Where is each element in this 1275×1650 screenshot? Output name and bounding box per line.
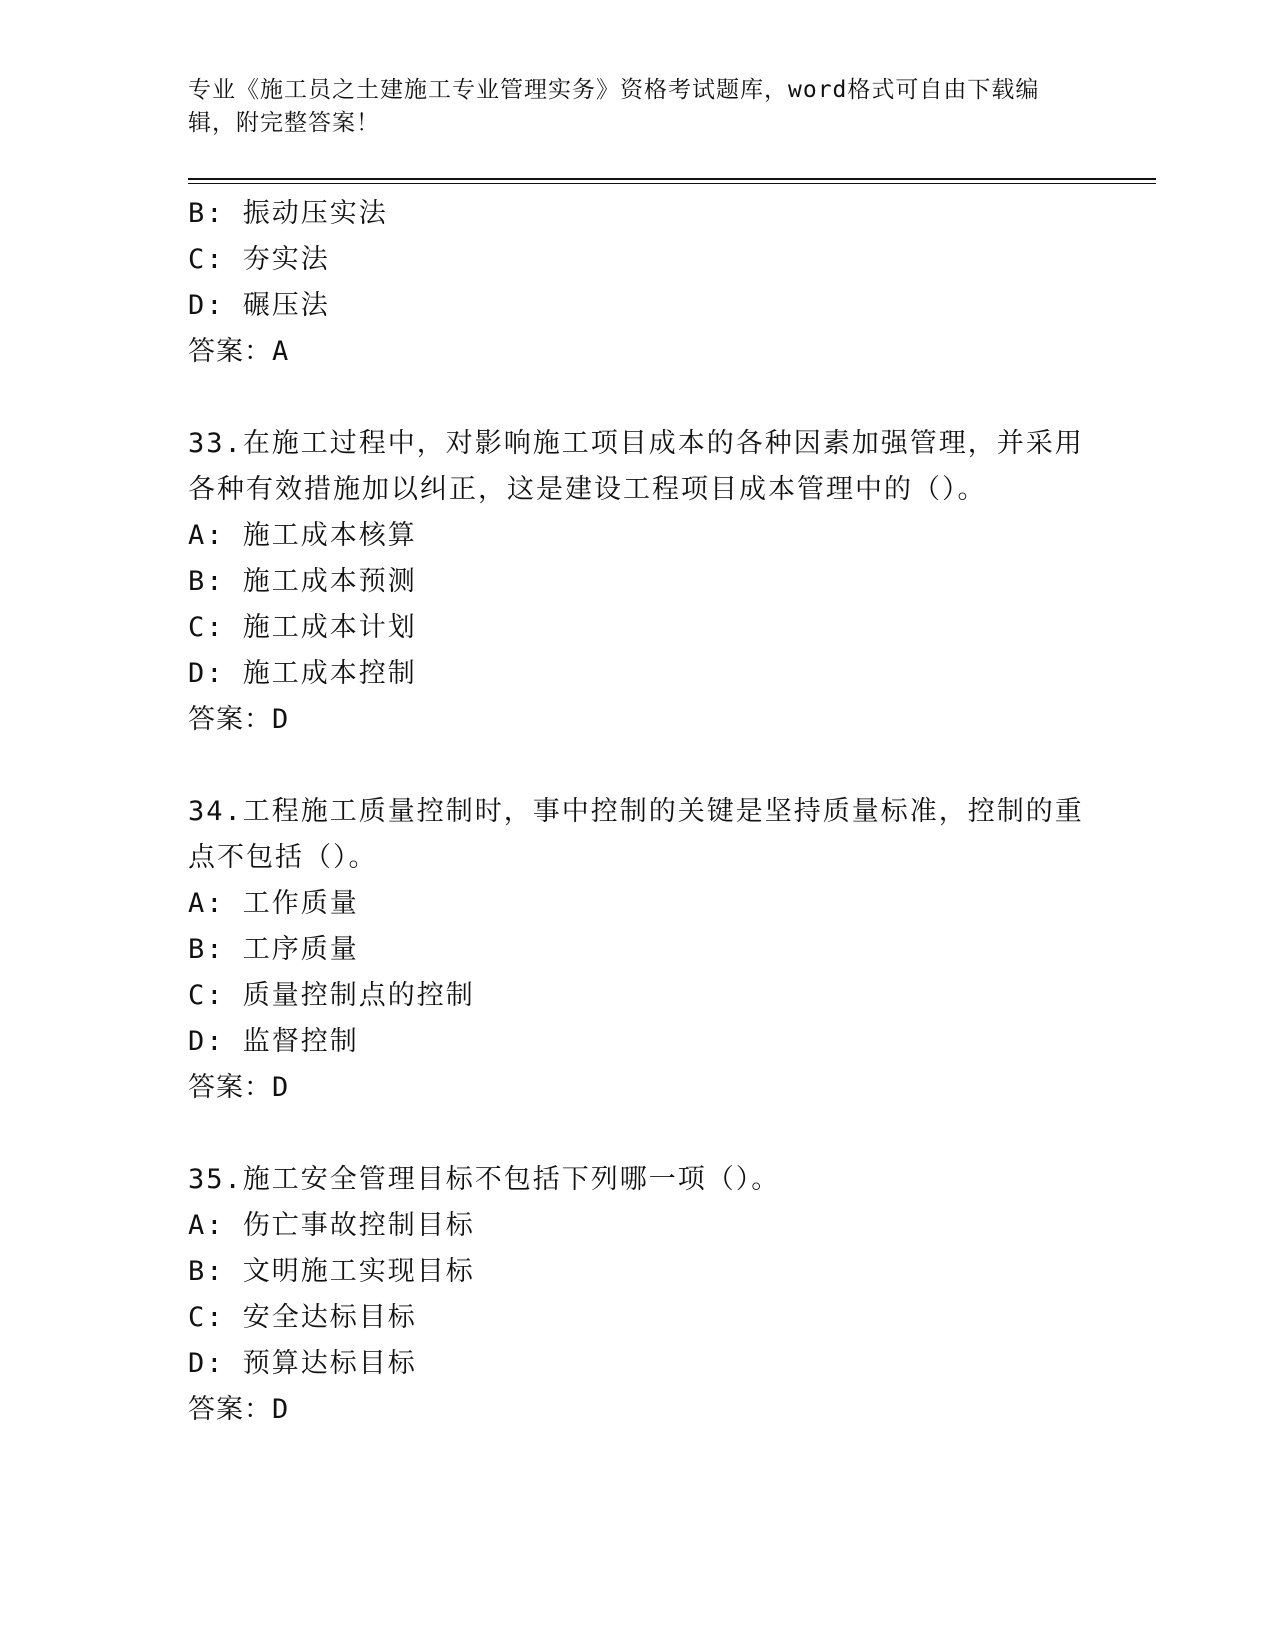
question-34 bbox=[188, 789, 1088, 1111]
option-c: C: 施工成本计划 bbox=[188, 612, 417, 643]
option-a: A: 伤亡事故控制目标 bbox=[188, 1210, 475, 1241]
answer-label: 答案： bbox=[188, 1394, 272, 1425]
question-stem-line-1 bbox=[188, 421, 1088, 467]
option-text: 振动压实法 bbox=[242, 198, 388, 229]
option-b: B: 工序质量 bbox=[188, 934, 359, 965]
option-text: 施工成本控制 bbox=[242, 658, 417, 689]
option-c: C: 安全达标目标 bbox=[188, 1302, 417, 1333]
option-text: 伤亡事故控制目标 bbox=[242, 1210, 475, 1241]
question-continued bbox=[188, 191, 1088, 375]
answer-line bbox=[188, 329, 1088, 375]
option-label: B bbox=[188, 934, 207, 965]
answer-line bbox=[188, 1065, 1088, 1111]
question-number: 35. bbox=[188, 1164, 243, 1195]
header-divider-thick bbox=[188, 178, 1156, 180]
option-label: C bbox=[188, 612, 207, 643]
option-text: 质量控制点的控制 bbox=[242, 980, 475, 1011]
option-label: C bbox=[188, 1302, 207, 1333]
option-b: B: 施工成本预测 bbox=[188, 566, 417, 597]
option-a: A: 工作质量 bbox=[188, 888, 359, 919]
question-stem-line-2: 各种有效措施加以纠正，这是建设工程项目成本管理中的（）。 bbox=[188, 474, 987, 505]
option-label: D bbox=[188, 658, 207, 689]
header-line-2: 辑，附完整答案！ bbox=[188, 110, 380, 136]
option-text: 施工成本预测 bbox=[242, 566, 417, 597]
question-33 bbox=[188, 421, 1088, 743]
option-label: A bbox=[188, 1210, 207, 1241]
option-label: D bbox=[188, 1026, 207, 1057]
answer-value: A bbox=[272, 336, 291, 367]
question-stem-line-2: 点不包括（）。 bbox=[188, 842, 378, 873]
option-text: 施工成本核算 bbox=[242, 520, 417, 551]
question-list bbox=[188, 191, 1088, 1433]
question-text: 工程施工质量控制时，事中控制的关键是坚持质量标准，控制的重 bbox=[242, 796, 1084, 827]
option-d: D: 监督控制 bbox=[188, 1026, 359, 1057]
header-line-1: 专业《施工员之土建施工专业管理实务》资格考试题库，word格式可自由下载编 bbox=[188, 77, 1040, 103]
option-text: 安全达标目标 bbox=[242, 1302, 417, 1333]
option-label: D bbox=[188, 290, 207, 321]
option-d: D: 施工成本控制 bbox=[188, 658, 417, 689]
option-text: 碾压法 bbox=[242, 290, 330, 321]
question-stem-line-1 bbox=[188, 1157, 1088, 1203]
answer-value: D bbox=[272, 1072, 291, 1103]
option-b: B: 文明施工实现目标 bbox=[188, 1256, 475, 1287]
question-stem-line-1 bbox=[188, 789, 1088, 835]
option-c: C: 夯实法 bbox=[188, 244, 330, 275]
option-label: C bbox=[188, 244, 207, 275]
option-label: C bbox=[188, 980, 207, 1011]
option-d: D: 预算达标目标 bbox=[188, 1348, 417, 1379]
option-label: B bbox=[188, 566, 207, 597]
option-text: 工作质量 bbox=[242, 888, 359, 919]
question-text: 施工安全管理目标不包括下列哪一项（）。 bbox=[242, 1164, 781, 1195]
option-label: D bbox=[188, 1348, 207, 1379]
answer-label: 答案： bbox=[188, 704, 272, 735]
option-label: A bbox=[188, 888, 207, 919]
option-text: 文明施工实现目标 bbox=[242, 1256, 475, 1287]
answer-label: 答案： bbox=[188, 1072, 272, 1103]
option-d: D: 碾压法 bbox=[188, 290, 330, 321]
answer-value: D bbox=[272, 704, 291, 735]
question-text: 在施工过程中，对影响施工项目成本的各种因素加强管理，并采用 bbox=[242, 428, 1084, 459]
option-c: C: 质量控制点的控制 bbox=[188, 980, 475, 1011]
option-text: 夯实法 bbox=[242, 244, 330, 275]
option-b: B: 振动压实法 bbox=[188, 198, 388, 229]
question-number: 34. bbox=[188, 796, 243, 827]
option-label: B bbox=[188, 1256, 207, 1287]
option-label: A bbox=[188, 520, 207, 551]
option-text: 预算达标目标 bbox=[242, 1348, 417, 1379]
option-a: A: 施工成本核算 bbox=[188, 520, 417, 551]
page-header bbox=[188, 74, 1068, 140]
answer-line bbox=[188, 1387, 1088, 1433]
header-divider-thin bbox=[188, 183, 1156, 184]
answer-label: 答案： bbox=[188, 336, 272, 367]
answer-line bbox=[188, 697, 1088, 743]
question-number: 33. bbox=[188, 428, 243, 459]
question-35 bbox=[188, 1157, 1088, 1433]
option-text: 施工成本计划 bbox=[242, 612, 417, 643]
option-text: 监督控制 bbox=[242, 1026, 359, 1057]
option-label: B bbox=[188, 198, 207, 229]
option-text: 工序质量 bbox=[242, 934, 359, 965]
answer-value: D bbox=[272, 1394, 291, 1425]
